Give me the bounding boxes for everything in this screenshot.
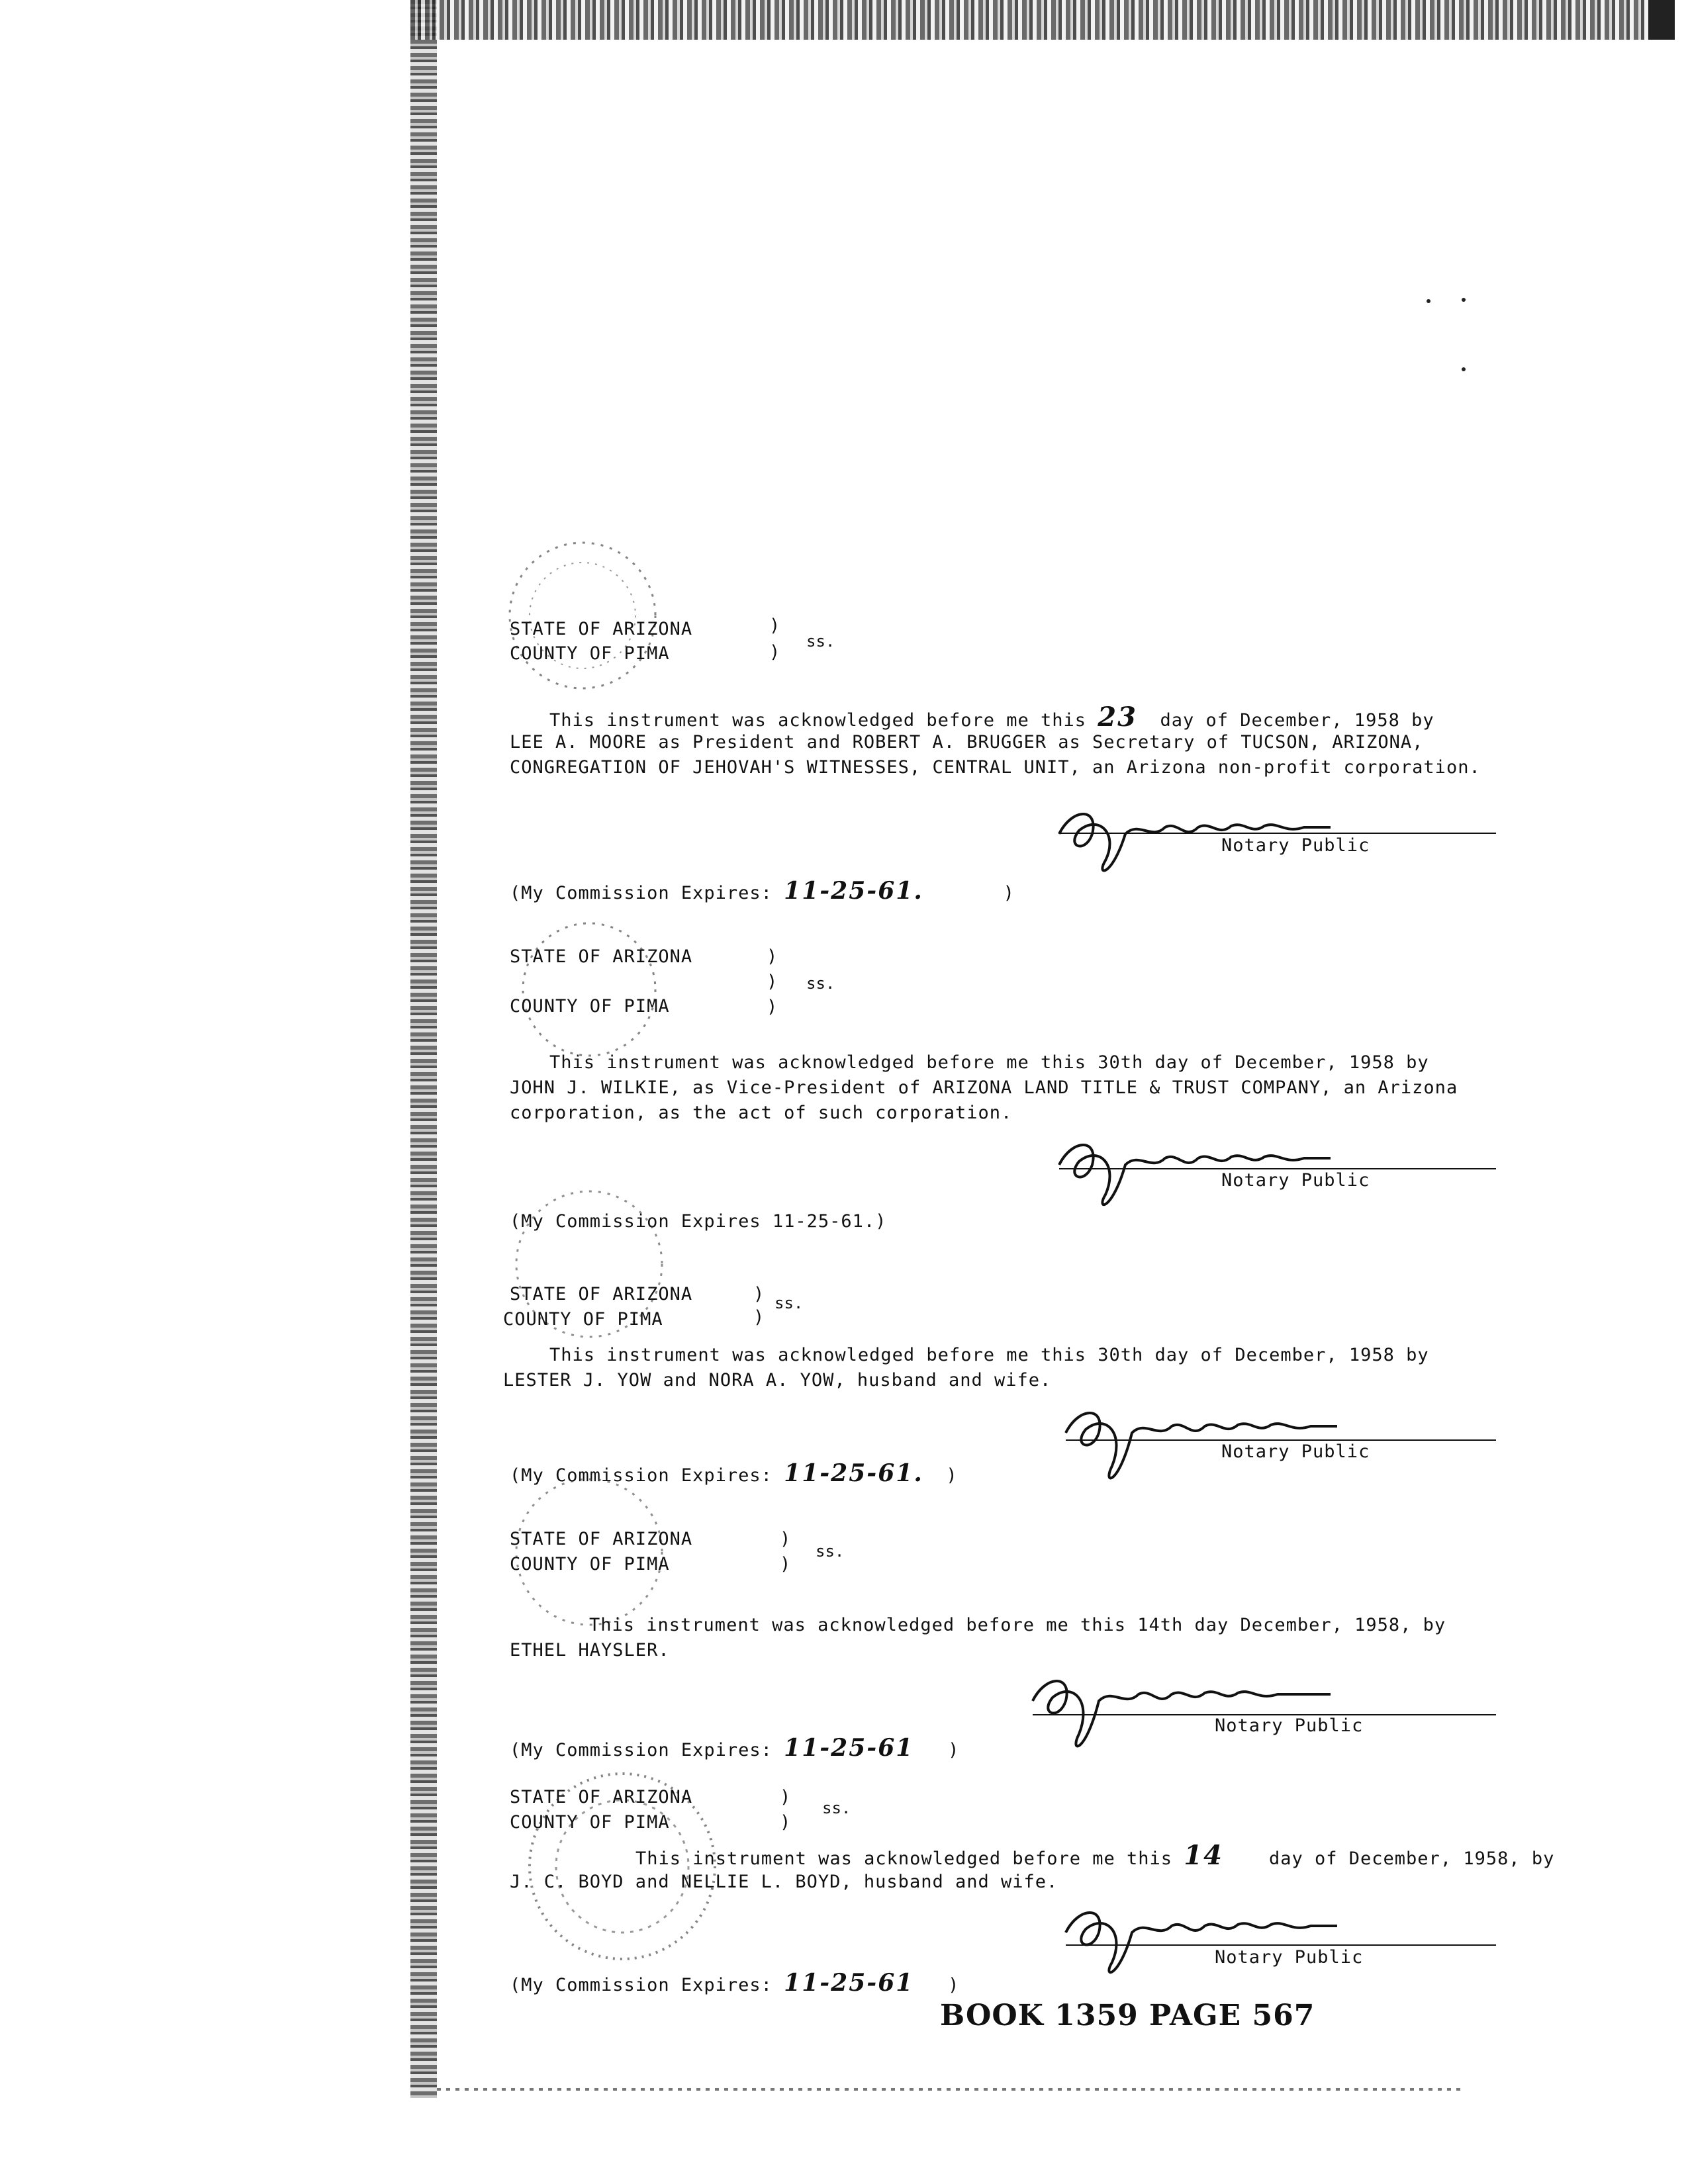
bracket: ) xyxy=(769,642,780,662)
ss-label: ss. xyxy=(806,974,835,993)
bracket: ) xyxy=(780,1787,791,1807)
ss-label: ss. xyxy=(822,1799,851,1817)
acknowledgment-text-line-1: This instrument was acknowledged before me this 23 day of December, 1958 by xyxy=(549,702,1434,733)
notary-seal xyxy=(483,529,682,702)
bracket: ) xyxy=(767,972,778,992)
bracket: ) xyxy=(753,1284,765,1304)
acknowledgment-text-line-2: J. C. BOYD and NELLIE L. BOYD, husband and wife. xyxy=(510,1872,1058,1892)
commission-expires: (My Commission Expires: 11-25-61 ) xyxy=(510,1969,960,1997)
scan-edge-top xyxy=(410,0,1675,40)
acknowledgment-text-line-3: corporation, as the act of such corporation. xyxy=(510,1103,1013,1123)
ss-label: ss. xyxy=(806,632,835,651)
notary-signature xyxy=(1026,1661,1397,1760)
county-line: COUNTY OF PIMA xyxy=(510,996,670,1017)
state-line: STATE OF ARIZONA xyxy=(510,1284,693,1304)
acknowledgment-text-line-1: This instrument was acknowledged before me this 14 day of December, 1958, by xyxy=(635,1840,1555,1871)
bracket: ) xyxy=(780,1529,791,1549)
commission-expires: (My Commission Expires: 11-25-61. ) xyxy=(510,877,1015,905)
scan-speck xyxy=(1427,299,1430,303)
commission-expires: (My Commission Expires: 11-25-61. ) xyxy=(510,1459,958,1487)
acknowledgment-text-line-2: ETHEL HAYSLER. xyxy=(510,1640,670,1661)
ss-label: ss. xyxy=(774,1294,804,1312)
bracket: ) xyxy=(780,1554,791,1574)
ss-label: ss. xyxy=(816,1542,845,1561)
handwritten-commission-date: 11-25-61. xyxy=(784,1459,923,1487)
acknowledgment-text-line-2: LESTER J. YOW and NORA A. YOW, husband and wife. xyxy=(503,1370,1052,1390)
county-line: COUNTY OF PIMA xyxy=(503,1309,663,1330)
bracket: ) xyxy=(769,615,780,636)
handwritten-day: 14 xyxy=(1184,1840,1223,1871)
handwritten-commission-date: 11-25-61 xyxy=(784,1734,914,1762)
notary-public-label: Notary Public xyxy=(1215,1947,1364,1968)
acknowledgment-text-line-2: JOHN J. WILKIE, as Vice-President of ARIZONA LAND TITLE & TRUST COMPANY, an Arizona xyxy=(510,1077,1458,1098)
state-line: STATE OF ARIZONA xyxy=(510,1787,693,1807)
bracket: ) xyxy=(767,946,778,967)
acknowledgment-text-line-1: This instrument was acknowledged before me this 30th day of December, 1958 by xyxy=(549,1052,1429,1073)
handwritten-day: 23 xyxy=(1098,702,1137,733)
notary-public-label: Notary Public xyxy=(1221,1170,1370,1191)
signature-line xyxy=(1066,1944,1496,1946)
commission-expires: (My Commission Expires: 11-25-61 ) xyxy=(510,1734,960,1762)
state-line: STATE OF ARIZONA xyxy=(510,619,693,639)
acknowledgment-text-line-3: CONGREGATION OF JEHOVAH'S WITNESSES, CENTRAL UNIT, an Arizona non-profit corporation. xyxy=(510,757,1481,778)
book-page-stamp: BOOK 1359 PAGE 567 xyxy=(940,1999,1315,2032)
scan-edge-bottom xyxy=(437,2088,1463,2091)
county-line: COUNTY OF PIMA xyxy=(510,643,670,664)
scan-edge-left xyxy=(410,0,437,2098)
signature-line xyxy=(1066,1439,1496,1441)
scan-edge-corner xyxy=(1648,0,1675,40)
bracket: ) xyxy=(767,997,778,1017)
notary-seal xyxy=(490,913,688,1066)
state-line: STATE OF ARIZONA xyxy=(510,946,693,967)
acknowledgment-text-line-1: This instrument was acknowledged before me this 30th day of December, 1958 by xyxy=(549,1345,1429,1365)
county-line: COUNTY OF PIMA xyxy=(510,1554,670,1574)
signature-line xyxy=(1059,1168,1496,1169)
scan-speck xyxy=(1462,298,1466,302)
acknowledgment-text-line-1: This instrument was acknowledged before me this 14th day December, 1958, by xyxy=(589,1615,1446,1635)
scan-speck xyxy=(1462,367,1466,371)
notary-public-label: Notary Public xyxy=(1221,835,1370,856)
bracket: ) xyxy=(753,1307,765,1328)
county-line: COUNTY OF PIMA xyxy=(510,1812,670,1833)
state-line: STATE OF ARIZONA xyxy=(510,1529,693,1549)
notary-public-label: Notary Public xyxy=(1215,1715,1364,1736)
notary-seal xyxy=(490,1466,688,1638)
notary-public-label: Notary Public xyxy=(1221,1441,1370,1462)
acknowledgment-text-line-2: LEE A. MOORE as President and ROBERT A. BRUGGER as Secretary of TUCSON, ARIZONA, xyxy=(510,732,1424,752)
notary-signature xyxy=(1059,1893,1403,1985)
handwritten-commission-date: 11-25-61. xyxy=(784,877,923,905)
signature-line xyxy=(1059,833,1496,834)
handwritten-commission-date: 11-25-61 xyxy=(784,1969,914,1997)
commission-expires: (My Commission Expires 11-25-61.) xyxy=(510,1211,887,1232)
bracket: ) xyxy=(780,1812,791,1833)
